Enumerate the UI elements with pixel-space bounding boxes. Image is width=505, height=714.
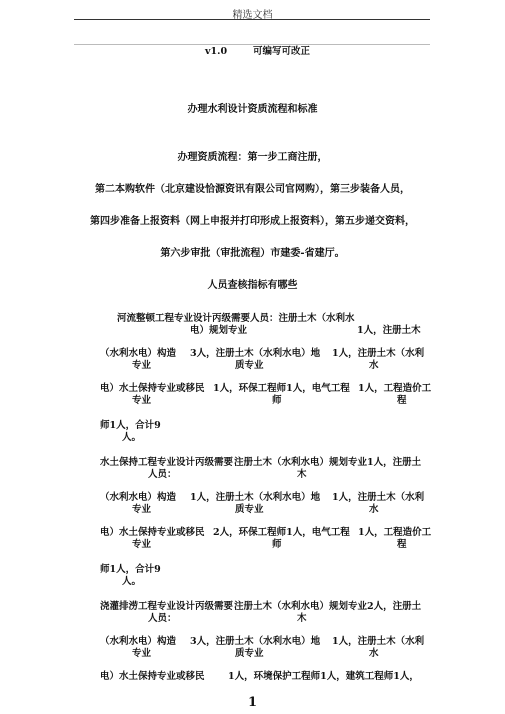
- block2-line-b3-sub: 水: [369, 504, 379, 515]
- page-number: 1: [247, 695, 258, 710]
- block2-line-c2: 2人，环保工程师1人，电气工程: [213, 527, 350, 538]
- block1-line-c2: 1人，环保工程师1人，电气工程: [213, 383, 350, 394]
- block1-line-d2: 人。: [122, 432, 142, 443]
- block1-line-c2-sub: 师: [272, 395, 282, 406]
- block2-line-b1-sub: 专业: [132, 504, 152, 515]
- block2-line-a1: 水土保持工程专业设计丙级需要: [100, 457, 234, 468]
- block1-line-a1: 河流整顿工程专业设计丙级需要人员：注册土木（水利水: [117, 313, 355, 324]
- block3-line-b1-sub: 专业: [132, 648, 152, 659]
- block3-line-b2-sub: 质专业: [235, 648, 264, 659]
- block3-line-b3-sub: 水: [369, 648, 379, 659]
- block1-line-b3: 1人，注册土木（水利: [332, 348, 425, 359]
- block2-line-c1: 电）水土保持专业或移民: [100, 527, 205, 538]
- version-note: 可编写可改正: [253, 46, 311, 57]
- block1-line-c1-sub: 专业: [132, 395, 152, 406]
- block1-line-b1-sub: 专业: [132, 360, 152, 371]
- section-title: 人员查核指标有哪些: [207, 280, 298, 291]
- block3-line-b1: （水利水电）构造: [100, 636, 177, 647]
- block2-line-d1: 师1人，合计9: [100, 564, 161, 575]
- block1-line-b1: （水利水电）构造: [100, 348, 177, 359]
- block1-line-b2: 3人，注册土木（水利水电）地: [190, 348, 321, 359]
- version-rule: [74, 44, 430, 45]
- block1-line-c1: 电）水土保持专业或移民: [100, 383, 205, 394]
- block1-line-d1: 师1人，合计9: [100, 420, 161, 431]
- block2-line-c1-sub: 专业: [132, 539, 152, 550]
- process-line-1: 办理资质流程：第一步工商注册，: [177, 152, 328, 163]
- block3-line-b2: 3人，注册土木（水利水电）地: [190, 636, 321, 647]
- header-rule: [74, 19, 430, 20]
- running-header: 精选文档: [232, 10, 273, 21]
- block2-line-a2-sub: 木: [297, 469, 307, 480]
- block1-line-b3-sub: 水: [369, 360, 379, 371]
- block2-line-c3-sub: 程: [397, 539, 407, 550]
- block2-line-b1: （水利水电）构造: [100, 492, 177, 503]
- block2-line-a2: 注册土木（水利水电）规划专业1人，注册土: [234, 457, 422, 468]
- block3-line-b3: 1人，注册土木（水利: [332, 636, 425, 647]
- block3-line-c1: 电）水土保持专业或移民: [100, 671, 205, 682]
- block3-line-a1: 浇灌排涝工程专业设计丙级需要: [100, 601, 234, 612]
- process-line-3: 第四步准备上报资料（网上申报并打印形成上报资料），第五步递交资料，: [90, 216, 415, 227]
- block2-line-c2-sub: 师: [272, 539, 282, 550]
- process-line-2: 第二本购软件（北京建设恰源资讯有限公司官网购），第三步装备人员，: [95, 184, 410, 195]
- document-title: 办理水利设计资质流程和标准: [187, 104, 318, 115]
- block1-line-c3: 1人，工程造价工: [358, 383, 432, 394]
- block2-line-c3: 1人，工程造价工: [358, 527, 432, 538]
- process-line-4: 第六步审批（审批流程）市建委-省建厅。: [160, 248, 345, 259]
- block2-line-b2: 1人，注册土木（水利水电）地: [190, 492, 321, 503]
- block1-line-a2: 电）规划专业: [190, 325, 248, 336]
- version-label: v1.0: [205, 46, 228, 57]
- block2-line-b3: 1人，注册土木（水利: [332, 492, 425, 503]
- block1-line-c3-sub: 程: [397, 395, 407, 406]
- block3-line-a1-sub: 人员：: [148, 613, 177, 624]
- block2-line-b2-sub: 质专业: [235, 504, 264, 515]
- block1-line-b2-sub: 质专业: [235, 360, 264, 371]
- block3-line-a2: 注册土木（水利水电）规划专业2人，注册土: [234, 601, 422, 612]
- block1-line-a3: 1人，注册土木: [357, 325, 421, 336]
- block2-line-a1-sub: 人员：: [148, 469, 177, 480]
- block3-line-c2: 1人，环境保护工程师1人，建筑工程师1人，: [228, 671, 419, 682]
- block2-line-d2: 人。: [122, 576, 142, 587]
- block3-line-a2-sub: 木: [297, 613, 307, 624]
